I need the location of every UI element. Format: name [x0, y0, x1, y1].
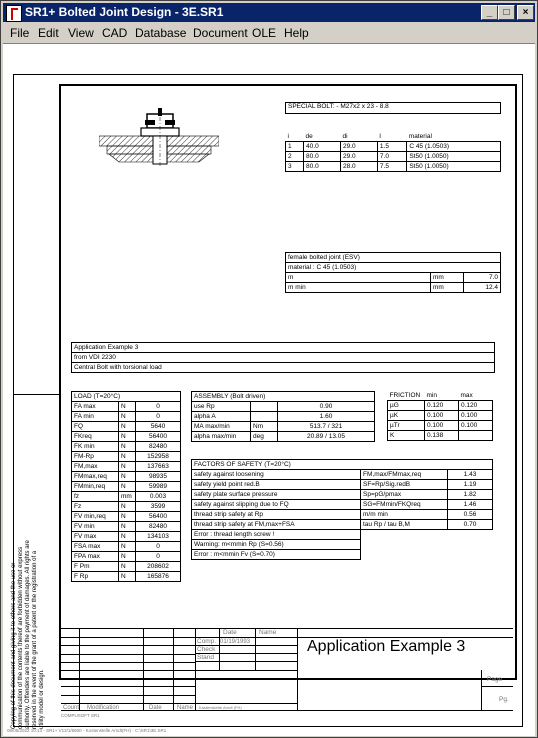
- document-canvas[interactable]: [3, 43, 535, 736]
- table-row: F Pm N 208602: [72, 562, 181, 572]
- plates-header-i: i: [287, 133, 289, 140]
- table-row: m mm 7.0: [286, 273, 501, 283]
- menu-database[interactable]: Database: [135, 26, 187, 40]
- table-row: K 0.138: [388, 431, 493, 441]
- table-row: FV max N 134103: [72, 532, 181, 542]
- female-joint-title: female bolted joint (ESV): [286, 253, 501, 263]
- menu-bar: [3, 23, 535, 42]
- table-row: 2 80.0 29.0 7.0 St50 (1.0050): [286, 152, 501, 162]
- table-row: FM-Rp N 152958: [72, 452, 181, 462]
- app-icon[interactable]: [6, 5, 22, 22]
- table-row: µG 0.120 0.120: [388, 401, 493, 411]
- minimize-button[interactable]: _: [481, 5, 498, 20]
- drawing-designation: Application Example 3: [307, 638, 466, 655]
- table-row: FA min N 0: [72, 412, 181, 422]
- table-row: FPA max N 0: [72, 552, 181, 562]
- load-title: LOAD (T=20°C): [72, 392, 181, 402]
- menu-document[interactable]: Document: [193, 26, 248, 40]
- fold-mark: [13, 394, 59, 395]
- maximize-button[interactable]: □: [498, 5, 515, 20]
- menu-view[interactable]: View: [68, 26, 94, 40]
- table-row: µK 0.100 0.100: [388, 411, 493, 421]
- name-header: Name: [259, 629, 277, 636]
- modification-label: Modification: [87, 705, 120, 711]
- plates-header-de: de: [305, 133, 313, 140]
- table-row: 1 40.0 29.0 1.5 C 45 (1.0503): [286, 142, 501, 152]
- table-row: FK min N 82480: [72, 442, 181, 452]
- table-row: FV min N 82480: [72, 522, 181, 532]
- table-row: [192, 540, 493, 550]
- close-button[interactable]: ×: [517, 5, 534, 20]
- page-label: Page: [487, 676, 503, 683]
- table-row: safety yield point red.B SF=Rp/Sig.redB 1.19: [192, 480, 493, 490]
- table-row: alpha A 1.60: [192, 412, 375, 422]
- table-row: use Rp 0.90: [192, 402, 375, 412]
- female-joint-material: material : C 45 (1.0503): [286, 263, 501, 273]
- plates-header-material: material: [408, 133, 432, 140]
- friction-table: FRICTION min max µG 0.120 0.120 µK 0.100 0.100 µTr 0.100 0.100 K 0.138: [387, 391, 493, 441]
- table-row: safety against slipping due to FQ SG=FMmin/FKQreq 1.46: [192, 500, 493, 510]
- application-source: from VDI 2230: [72, 353, 495, 363]
- program-label: Kastenskette Arndt (FH): [199, 705, 242, 710]
- table-row: FA max N 0: [72, 402, 181, 412]
- safety-table: [191, 459, 493, 560]
- table-row: FQ N 5640: [72, 422, 181, 432]
- table-row: FKreq N 56400: [72, 432, 181, 442]
- menu-cad[interactable]: CAD: [102, 26, 128, 40]
- check-label: Check: [197, 646, 216, 653]
- assembly-title: ASSEMBLY (Bolt driven): [192, 392, 375, 402]
- table-row: 3 80.0 28.0 7.5 St50 (1.0050): [286, 162, 501, 172]
- table-row: µTr 0.100 0.100: [388, 421, 493, 431]
- menu-edit[interactable]: Edit: [38, 26, 59, 40]
- table-row: safety plate surface pressure Sp=pG/pmax 1.82: [192, 490, 493, 500]
- table-row: safety against loosening FM,max/FMmax,req 1.43: [192, 470, 493, 480]
- drawing-frame: [59, 84, 517, 680]
- menu-file[interactable]: File: [10, 26, 30, 40]
- table-row: FSA max N 0: [72, 542, 181, 552]
- plates-header-l: l: [379, 133, 381, 140]
- stand-label: Stand: [197, 654, 214, 661]
- bolt-drawing: [99, 108, 219, 168]
- table-row: thread strip safety at FM,max+FSA tau Rp / tau B,M 0.70: [192, 520, 493, 530]
- error-message: Error : m<mmin Fv (S=0.70): [192, 550, 361, 560]
- safety-title: FACTORS OF SAFETY (T=20°C): [192, 460, 493, 470]
- table-row: alpha max/min deg 20.89 / 13.05: [192, 432, 375, 442]
- application-description: Central Bolt with torsional load: [72, 363, 495, 373]
- menu-ole[interactable]: OLE: [252, 26, 277, 40]
- window-title: SR1+ Bolted Joint Design - 3E.SR1: [25, 5, 224, 19]
- company-label: COMPUSOFT SR1: [61, 713, 100, 718]
- table-row: MA max/min Nm 513.7 / 321: [192, 422, 375, 432]
- date-label: Date: [149, 705, 162, 711]
- table-row: fz mm 0.003: [72, 492, 181, 502]
- pg-label: Pg.: [499, 696, 509, 703]
- table-row: Fz N 3599: [72, 502, 181, 512]
- plates-header-di: di: [342, 133, 348, 140]
- comp-label: Comp.: [197, 638, 217, 645]
- application-info-table: [71, 342, 495, 373]
- title-bar[interactable]: [3, 3, 535, 22]
- table-row: thread strip safety at Rp m/m min 0.56: [192, 510, 493, 520]
- footer-path: 08/05/2022 10:13 - SR1+ V12/1/6600 - Kostenstelle Arndt(FH) - C:\SR1\3E.SR1: [7, 728, 167, 733]
- copyright-notice: Copying of this document and giving it to others and the use or communication of the contents thereof are forbidden without express authority. Offenders are liable to the payment of damages. All rights are reserved in the event of the grant of a patent or the registration of a utility model or design.: [11, 540, 45, 729]
- table-row: FMmax,req N 98935: [72, 472, 181, 482]
- warning-message: Warning: m<mmin Rp (S=0.56): [192, 540, 361, 550]
- date-header: Date: [223, 629, 237, 636]
- female-joint-table: [285, 252, 501, 293]
- error-message: Error : thread length screw !: [192, 530, 361, 540]
- table-row: [192, 530, 493, 540]
- plates-table: [285, 132, 501, 172]
- table-row: F Rp N 165876: [72, 572, 181, 582]
- menu-help[interactable]: Help: [284, 26, 309, 40]
- table-row: FMmin,req N 59989: [72, 482, 181, 492]
- count-label: Count: [63, 705, 80, 711]
- table-row: [192, 550, 493, 560]
- table-row: FM,max N 137663: [72, 462, 181, 472]
- table-row: FV min,req N 56400: [72, 512, 181, 522]
- comp-date: 01/19/1993: [220, 639, 251, 645]
- table-row: m min mm 12.4: [286, 283, 501, 293]
- application-title: Application Example 3: [72, 343, 495, 353]
- load-table: [71, 391, 181, 582]
- name-label: Name: [177, 705, 194, 711]
- special-bolt-label: SPECIAL BOLT: - M27x2 x 23 - 8.8: [288, 103, 389, 110]
- assembly-table: [191, 391, 375, 442]
